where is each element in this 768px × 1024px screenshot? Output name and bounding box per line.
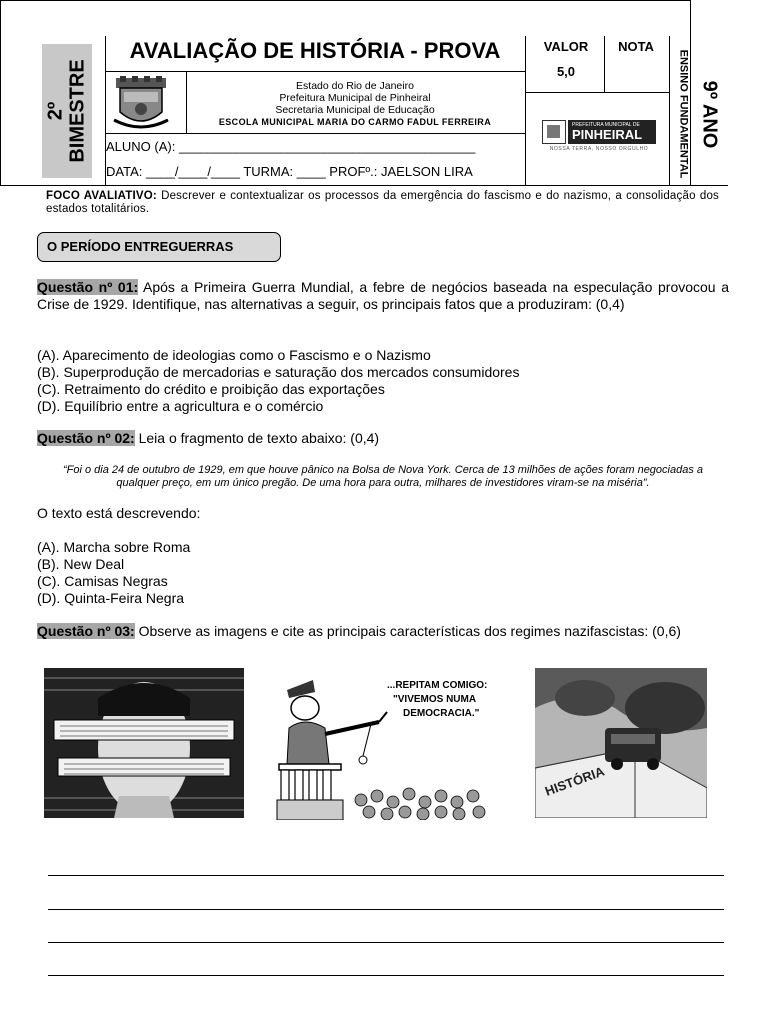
- logo-emblem-icon: [542, 120, 566, 144]
- foco-avaliativo: [46, 190, 719, 216]
- bimestre-badge: [42, 44, 92, 178]
- divider: [105, 71, 525, 72]
- nota-label: NOTA: [618, 39, 654, 54]
- q2-option-c[interactable]: (C). Camisas Negras: [37, 573, 168, 589]
- question-label: Questão nº 01:: [37, 279, 139, 295]
- institution-line: Estado do Rio de Janeiro: [296, 80, 414, 92]
- q2-prompt: O texto está descrevendo:: [37, 505, 201, 521]
- q2-option-a[interactable]: (A). Marcha sobre Roma: [37, 539, 191, 555]
- svg-text:"VIVEMOS NUMA: "VIVEMOS NUMA: [393, 694, 477, 705]
- q1-option-b[interactable]: (B). Superprodução de mercadorias e saturação dos mercados consumidores: [37, 364, 520, 380]
- valor-value: 5,0: [556, 64, 576, 79]
- quote-fragment: “Foi o dia 24 de outubro de 1929, em que houve pânico na Bolsa de Nova York. Cerca de 13 milhões de ações foram negociadas a qualquer preço, em um único pregão. De uma hora para outra, milhares de investidores viram-se na miséria”.: [62, 464, 704, 489]
- valor-box: [532, 39, 600, 79]
- ano-label: 9º ANO: [698, 80, 721, 148]
- coat-of-arms-icon: [112, 76, 170, 132]
- question-3: [37, 623, 729, 640]
- divider: [525, 92, 669, 93]
- logo-slogan: NOSSA TERRA, NOSSO ORGULHO: [549, 146, 649, 152]
- nota-box[interactable]: [606, 39, 666, 54]
- q2-option-b[interactable]: (B). New Deal: [37, 556, 125, 572]
- institution-line: Secretaria Municipal de Educação: [275, 104, 435, 116]
- question-2: [37, 430, 729, 447]
- institution-line: Prefeitura Municipal de Pinheiral: [279, 92, 431, 104]
- question-1: [37, 279, 729, 313]
- institution-block: [186, 80, 524, 128]
- answer-line[interactable]: [48, 874, 724, 876]
- question-text: Após a Primeira Guerra Mundial, a febre de negócios baseada na especulação provocou a Crise de 1929. Identifique, nas alternativas a seguir, os principais fatos que a produziram: (0,4): [37, 279, 730, 312]
- ano-label-box: [693, 44, 725, 184]
- data-turma-field[interactable]: DATA: ____/____/____ TURMA: ____ PROFº.: JAELSON LIRA: [106, 164, 473, 179]
- foco-text: Descrever e contextualizar os processos da emergência do fascismo e do nazismo, a consolidação dos estados totalitários.: [46, 190, 719, 215]
- logo-subtitle: PREFEITURA MUNICIPAL DE: [572, 122, 640, 128]
- answer-line[interactable]: [48, 974, 724, 976]
- answer-line[interactable]: [48, 908, 724, 910]
- section-title: O PERÍODO ENTREGUERRAS: [37, 232, 281, 262]
- pinheiral-logo: [542, 118, 656, 150]
- q1-option-d[interactable]: (D). Equilíbrio entre a agricultura e o comércio: [37, 398, 324, 414]
- censorship-image: [44, 668, 244, 818]
- question-label: Questão nº 03:: [37, 623, 135, 639]
- q1-option-c[interactable]: (C). Retraimento do crédito e proibição das exportações: [37, 381, 385, 397]
- dictator-cartoon-image: [275, 672, 493, 820]
- logo-name: PINHEIRAL: [572, 127, 643, 142]
- book-label: HISTÓRIA: [542, 763, 607, 799]
- question-text: Observe as imagens e cite as principais características dos regimes nazifascistas: (0,6): [134, 623, 681, 639]
- foco-label: FOCO AVALIATIVO:: [46, 190, 157, 202]
- page-title: AVALIAÇÃO DE HISTÓRIA - PROVA: [129, 38, 501, 63]
- divider: [105, 133, 525, 134]
- question-label: Questão nº 02:: [37, 430, 135, 446]
- answer-line[interactable]: [48, 941, 724, 943]
- svg-text:...REPITAM COMIGO:: ...REPITAM COMIGO:: [387, 680, 488, 691]
- ensino-label: ENSINO FUNDAMENTAL: [677, 49, 690, 179]
- divider: [37, 185, 728, 186]
- history-book-image: [535, 668, 707, 818]
- q1-option-a[interactable]: (A). Aparecimento de ideologias como o Fascismo e o Nazismo: [37, 347, 431, 363]
- divider: [604, 36, 605, 92]
- q2-option-d[interactable]: (D). Quinta-Feira Negra: [37, 590, 185, 606]
- aluno-field[interactable]: ALUNO (A): _________________________________________: [106, 139, 476, 154]
- svg-text:DEMOCRACIA.": DEMOCRACIA.": [403, 708, 480, 719]
- valor-label: VALOR: [543, 39, 589, 54]
- question-text: Leia o fragmento de texto abaixo: (0,4): [134, 430, 380, 446]
- divider: [525, 36, 526, 186]
- school-name: ESCOLA MUNICIPAL MARIA DO CARMO FADUL FERREIRA: [218, 117, 492, 127]
- logo-wordmark: [568, 120, 656, 144]
- bimestre-label: 2º BIMESTRE: [45, 59, 89, 163]
